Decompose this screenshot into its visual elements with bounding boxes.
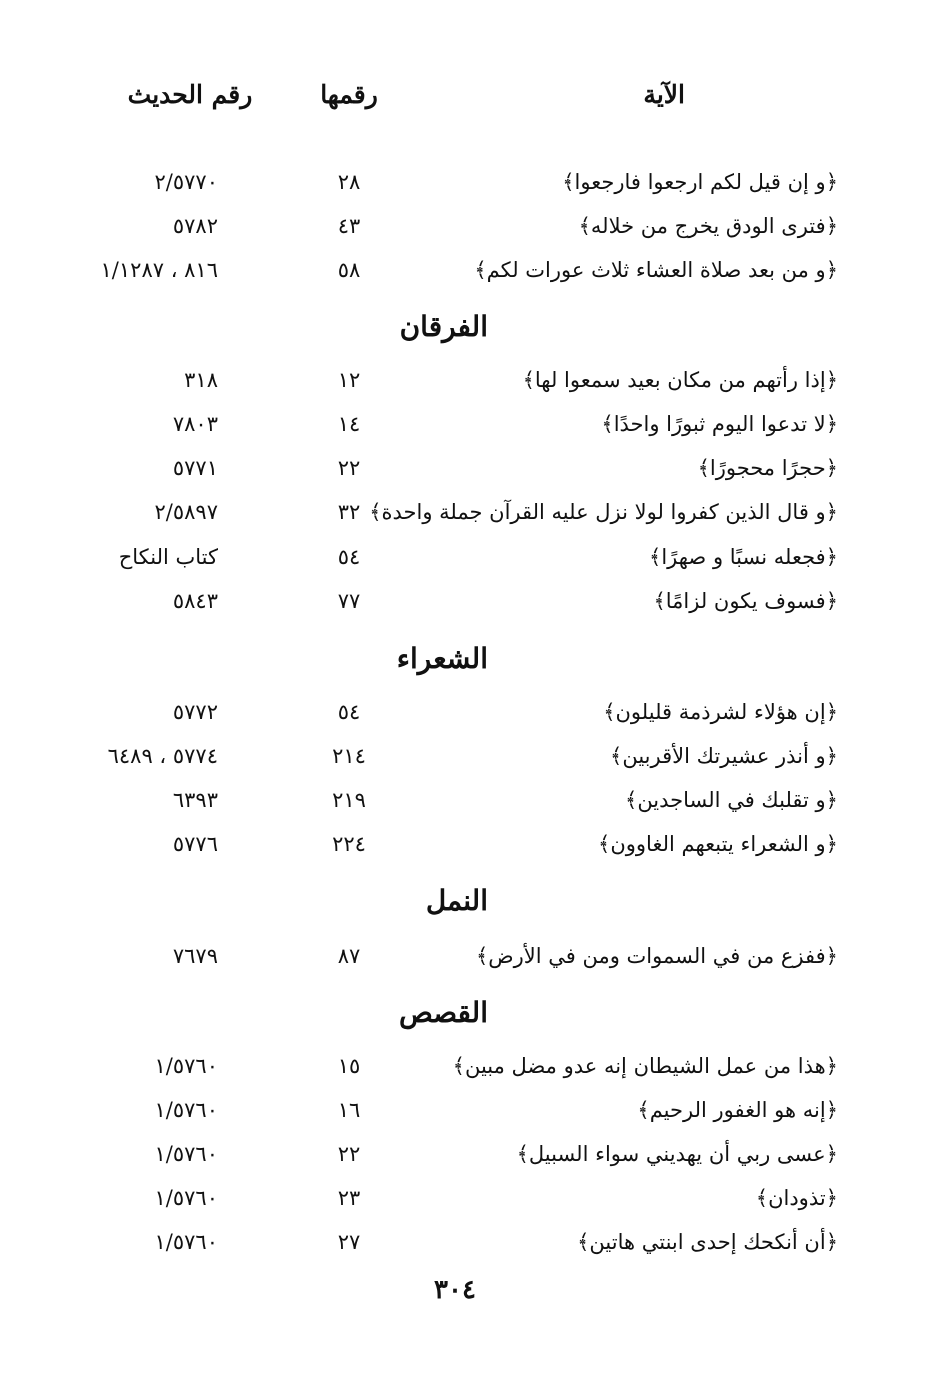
table-row <box>0 537 940 577</box>
verse-number: ٥٨ <box>337 258 361 282</box>
verse-text: ﴿و قال الذين كفروا لولا نزل عليه القرآن جملة واحدة﴾ <box>369 500 838 524</box>
page-number: ٣٠٤ <box>434 1275 476 1305</box>
hadith-number: ٥٧٧٢ <box>172 700 218 724</box>
hadith-number: ٨١٦ ، ١/١٢٨٧ <box>100 258 218 282</box>
section-title: الفرقان <box>399 310 488 343</box>
verse-number: ١٥ <box>337 1054 361 1078</box>
verse-number: ٤٣ <box>337 214 361 238</box>
verse-number: ٧٧ <box>337 589 361 613</box>
verse-number: ٢١٩ <box>332 788 366 812</box>
hadith-number: ٥٨٤٣ <box>172 589 218 613</box>
hadith-number: ٧٦٧٩ <box>172 944 218 968</box>
verse-text: ﴿فجعله نسبًا و صهرًا﴾ <box>649 545 838 569</box>
verse-text: ﴿هذا من عمل الشيطان إنه عدو مضل مبين﴾ <box>452 1054 838 1078</box>
hadith-number: ٧٨٠٣ <box>172 412 218 436</box>
verse-number: ٢٣ <box>337 1186 361 1210</box>
verse-number: ٥٤ <box>337 545 361 569</box>
verse-number: ٢١٤ <box>332 744 366 768</box>
hadith-number: ٢/٥٧٧٠ <box>154 170 218 194</box>
column-header-verse-number: رقمها <box>320 80 378 109</box>
table-row <box>0 1046 940 1086</box>
verse-number: ١٢ <box>337 368 361 392</box>
table-row <box>0 824 940 864</box>
hadith-number: ١/٥٧٦٠ <box>154 1230 218 1254</box>
verse-text: ﴿لا تدعوا اليوم ثبورًا واحدًا﴾ <box>601 412 838 436</box>
table-row <box>0 360 940 400</box>
table-row <box>0 492 940 532</box>
hadith-number: ١/٥٧٦٠ <box>154 1142 218 1166</box>
hadith-number: ٥٧٧١ <box>172 456 218 480</box>
verse-text: ﴿و من بعد صلاة العشاء ثلاث عورات لكم﴾ <box>474 258 838 282</box>
section-title: الشعراء <box>396 642 488 675</box>
section-title: القصص <box>398 996 488 1029</box>
table-row <box>0 1090 940 1130</box>
column-header-hadith-number: رقم الحديث <box>127 80 253 109</box>
table-row <box>0 736 940 776</box>
table-row <box>0 780 940 820</box>
verse-text: ﴿و إن قيل لكم ارجعوا فارجعوا﴾ <box>562 170 838 194</box>
verse-number: ٢٨ <box>337 170 361 194</box>
verse-number: ٢٢٤ <box>332 832 366 856</box>
verse-number: ٢٧ <box>337 1230 361 1254</box>
table-row <box>0 448 940 488</box>
verse-text: ﴿ففزع من في السموات ومن في الأرض﴾ <box>475 944 838 968</box>
hadith-number: كتاب النكاح <box>118 545 218 569</box>
verse-text: ﴿إذا رأتهم من مكان بعيد سمعوا لها﴾ <box>522 368 838 392</box>
verse-text: ﴿و تقلبك في الساجدين﴾ <box>625 788 838 812</box>
hadith-number: ٥٧٧٦ <box>172 832 218 856</box>
verse-text: ﴿فترى الودق يخرج من خلاله﴾ <box>578 214 838 238</box>
verse-number: ٨٧ <box>337 944 361 968</box>
hadith-number: ١/٥٧٦٠ <box>154 1054 218 1078</box>
verse-text: ﴿إن هؤلاء لشرذمة قليلون﴾ <box>603 700 838 724</box>
section-title: النمل <box>425 884 488 917</box>
verse-number: ٢٢ <box>337 456 361 480</box>
verse-text: ﴿و الشعراء يتبعهم الغاوون﴾ <box>598 832 838 856</box>
verse-text: ﴿و أنذر عشيرتك الأقربين﴾ <box>610 744 838 768</box>
hadith-number: ٢/٥٨٩٧ <box>154 500 218 524</box>
hadith-number: ١/٥٧٦٠ <box>154 1098 218 1122</box>
hadith-number: ٣١٨ <box>184 368 218 392</box>
hadith-number: ٥٧٧٤ ، ٦٤٨٩ <box>107 744 218 768</box>
hadith-number: ١/٥٧٦٠ <box>154 1186 218 1210</box>
table-row <box>0 936 940 976</box>
hadith-number: ٦٣٩٣ <box>172 788 218 812</box>
verse-number: ١٤ <box>337 412 361 436</box>
table-row <box>0 1178 940 1218</box>
verse-text: ﴿تذودان﴾ <box>755 1186 838 1210</box>
table-row <box>0 1222 940 1262</box>
hadith-number: ٥٧٨٢ <box>172 214 218 238</box>
verse-number: ٣٢ <box>337 500 361 524</box>
column-header-verse: الآية <box>643 80 685 109</box>
table-row <box>0 581 940 621</box>
verse-number: ٢٢ <box>337 1142 361 1166</box>
table-row <box>0 250 940 290</box>
verse-text: ﴿فسوف يكون لزامًا﴾ <box>653 589 838 613</box>
table-row <box>0 206 940 246</box>
table-row <box>0 1134 940 1174</box>
verse-number: ١٦ <box>337 1098 361 1122</box>
verse-text: ﴿إنه هو الغفور الرحيم﴾ <box>637 1098 838 1122</box>
verse-text: ﴿حجرًا محجورًا﴾ <box>697 456 838 480</box>
table-row <box>0 692 940 732</box>
verse-number: ٥٤ <box>337 700 361 724</box>
verse-text: ﴿أن أنكحك إحدى ابنتي هاتين﴾ <box>577 1230 838 1254</box>
table-row <box>0 404 940 444</box>
table-row <box>0 162 940 202</box>
verse-text: ﴿عسى ربي أن يهديني سواء السبيل﴾ <box>516 1142 838 1166</box>
